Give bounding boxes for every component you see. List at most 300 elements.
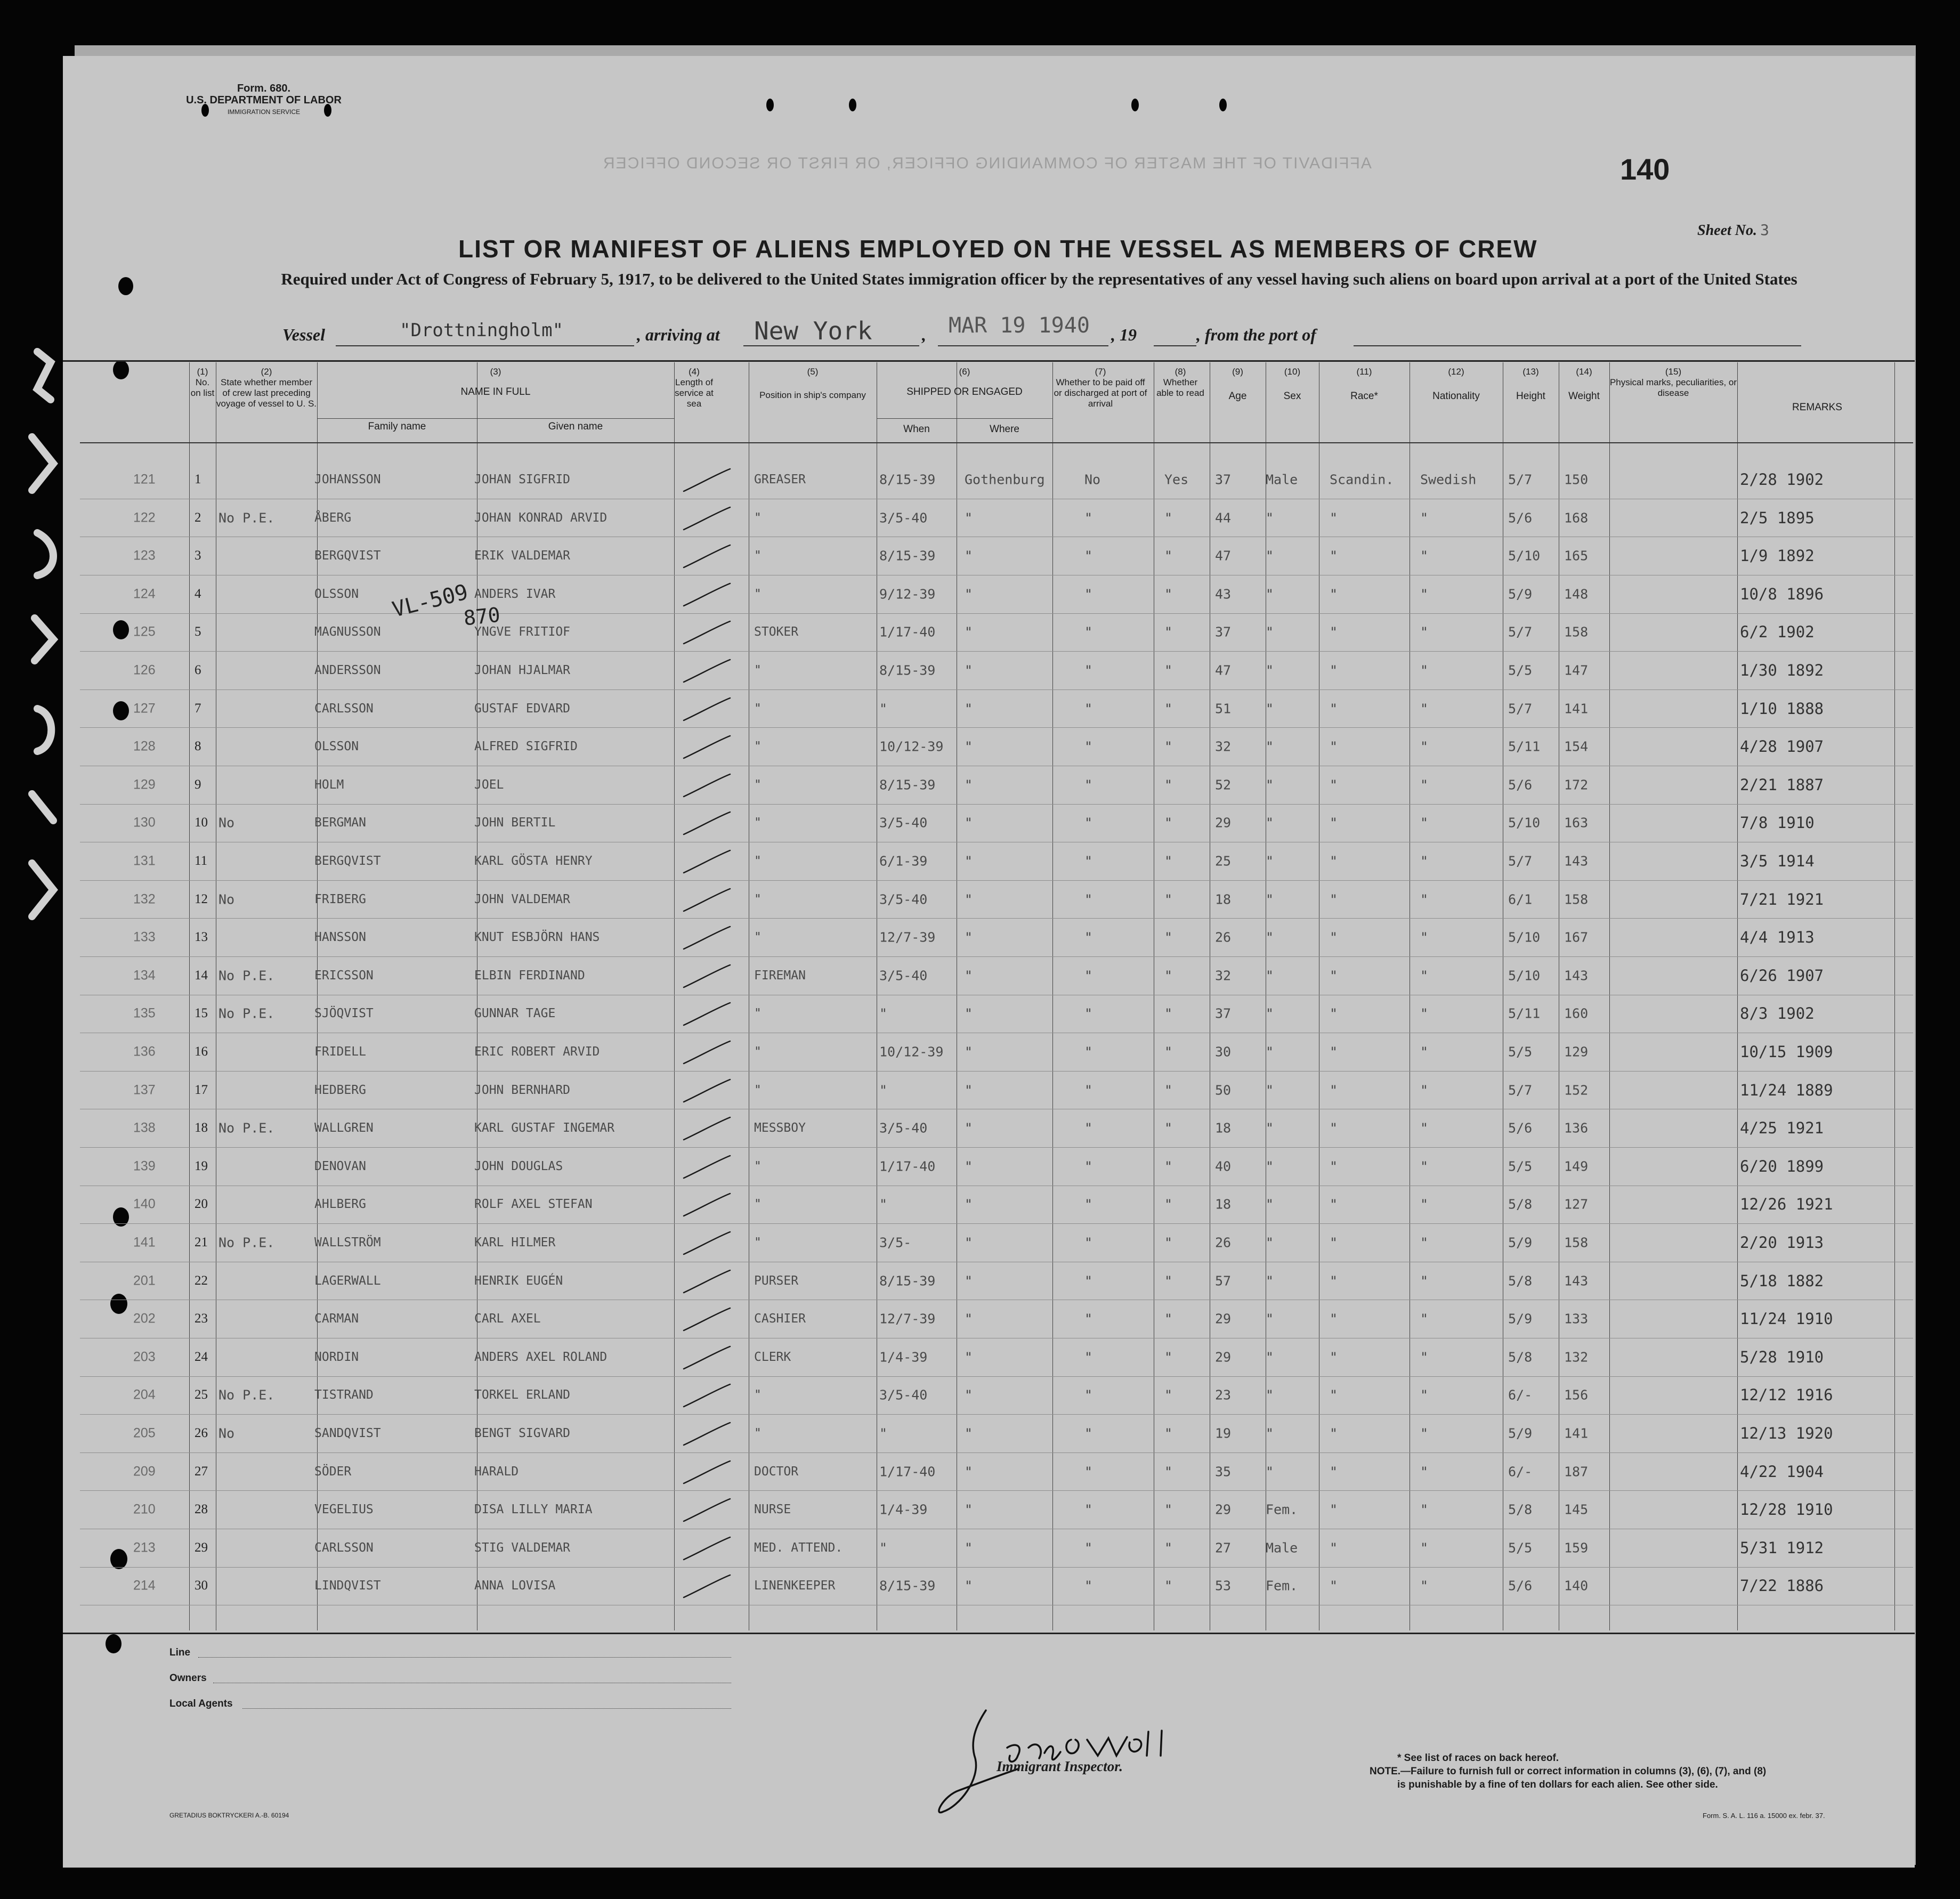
- row-26-sex: ": [1266, 1425, 1274, 1441]
- column-rule: [674, 362, 675, 1630]
- row-19-remarks: 6/20 1899: [1740, 1157, 1824, 1175]
- row-3-given: ERIK VALDEMAR: [474, 549, 571, 563]
- row-24-age: 29: [1215, 1349, 1232, 1365]
- row-8-service-mark: [679, 732, 733, 764]
- row-11-given: KARL GÖSTA HENRY: [474, 854, 593, 868]
- row-2-where: ": [965, 510, 973, 526]
- row-11-read: ": [1164, 853, 1173, 869]
- row-4-remarks: 10/8 1896: [1740, 585, 1824, 603]
- row-18-pos: MESSBOY: [754, 1121, 806, 1135]
- row-9-paid: ": [1084, 777, 1093, 793]
- row-14-stamp: 134: [133, 968, 156, 983]
- row-25-where: ": [965, 1387, 973, 1403]
- row-4-paid: ": [1084, 586, 1093, 602]
- row-22-no: 22: [195, 1273, 208, 1288]
- column-rule: [189, 362, 190, 1630]
- row-24-family: NORDIN: [314, 1350, 359, 1364]
- row-9-height: 5/6: [1508, 777, 1533, 793]
- vessel-name: "Drottningholm": [400, 320, 564, 341]
- row-21-remarks: 2/20 1913: [1740, 1233, 1824, 1252]
- row-2-nat: ": [1420, 510, 1429, 526]
- row-13-read: ": [1164, 929, 1173, 945]
- col-2-header: (2) State whether member of crew last preceding voyage of vessel to U. S.: [216, 367, 317, 409]
- row-6-pos: ": [754, 663, 762, 677]
- row-30-race: ": [1330, 1578, 1338, 1594]
- row-12-nat: ": [1420, 891, 1429, 907]
- row-30-no: 30: [195, 1578, 208, 1593]
- row-29-service-mark: [679, 1533, 733, 1565]
- row-6-weight: 147: [1564, 662, 1589, 678]
- row-5-read: ": [1164, 624, 1173, 640]
- row-20-height: 5/8: [1508, 1196, 1533, 1212]
- row-13-no: 13: [195, 930, 208, 945]
- row-14-service-mark: [679, 961, 733, 993]
- row-18-stamp: 138: [133, 1120, 156, 1135]
- row-23-weight: 133: [1564, 1311, 1589, 1327]
- row-3-sex: ": [1266, 548, 1274, 564]
- row-3-height: 5/10: [1508, 548, 1541, 564]
- row-19-service-mark: [679, 1151, 733, 1183]
- row-1-height: 5/7: [1508, 472, 1533, 488]
- row-3-stamp: 123: [133, 548, 156, 563]
- row-rule: [80, 1414, 1913, 1415]
- row-10-nat: ": [1420, 815, 1429, 831]
- row-15-age: 37: [1215, 1005, 1232, 1021]
- line-label: Line: [169, 1647, 191, 1658]
- row-24-pos: CLERK: [754, 1350, 791, 1364]
- row-20-paid: ": [1084, 1196, 1093, 1212]
- column-rule: [1737, 362, 1738, 1630]
- row-11-weight: 143: [1564, 853, 1589, 869]
- row-21-weight: 158: [1564, 1235, 1589, 1251]
- row-4-given: ANDERS IVAR: [474, 587, 556, 601]
- row-30-pos: LINENKEEPER: [754, 1579, 836, 1593]
- row-6-no: 6: [195, 663, 201, 677]
- row-25-stamp: 204: [133, 1387, 156, 1402]
- row-7-height: 5/7: [1508, 701, 1533, 717]
- punch-hole: [766, 99, 774, 111]
- row-18-sex: ": [1266, 1120, 1274, 1136]
- row-16-race: ": [1330, 1044, 1338, 1060]
- row-11-service-mark: [679, 846, 733, 878]
- row-7-remarks: 1/10 1888: [1740, 699, 1824, 718]
- row-14-given: ELBIN FERDINAND: [474, 968, 585, 983]
- row-21-service-mark: [679, 1228, 733, 1260]
- row-10-when: 3/5-40: [879, 815, 928, 831]
- row-17-read: ": [1164, 1082, 1173, 1098]
- row-27-weight: 187: [1564, 1464, 1589, 1480]
- row-10-remarks: 7/8 1910: [1740, 814, 1815, 832]
- row-23-service-mark: [679, 1304, 733, 1336]
- row-18-age: 18: [1215, 1120, 1232, 1136]
- row-2-remarks: 2/5 1895: [1740, 508, 1815, 527]
- row-9-stamp: 129: [133, 777, 156, 792]
- col-3a-header: Family name: [368, 421, 426, 432]
- row-19-when: 1/17-40: [879, 1158, 936, 1174]
- row-22-where: ": [965, 1273, 973, 1289]
- department-name: U.S. DEPARTMENT OF LABOR: [186, 94, 342, 106]
- row-6-where: ": [965, 662, 973, 678]
- row-rule: [80, 1490, 1913, 1491]
- row-3-read: ": [1164, 548, 1173, 564]
- row-3-remarks: 1/9 1892: [1740, 547, 1815, 565]
- arriving-label: , arriving at: [637, 325, 720, 344]
- row-16-age: 30: [1215, 1044, 1232, 1060]
- row-2-prev: No P.E.: [218, 510, 275, 526]
- row-13-sex: ": [1266, 929, 1274, 945]
- row-15-weight: 160: [1564, 1005, 1589, 1021]
- row-30-weight: 140: [1564, 1578, 1589, 1594]
- punch-hole: [1219, 99, 1227, 111]
- row-12-no: 12: [195, 891, 208, 906]
- row-29-nat: ": [1420, 1540, 1429, 1556]
- row-1-sex: Male: [1266, 472, 1298, 488]
- row-10-read: ": [1164, 815, 1173, 831]
- row-25-family: TISTRAND: [314, 1388, 374, 1402]
- row-18-prev: No P.E.: [218, 1120, 275, 1136]
- row-26-pos: ": [754, 1426, 762, 1440]
- row-21-race: ": [1330, 1235, 1338, 1251]
- row-rule: [80, 918, 1913, 919]
- row-7-race: ": [1330, 701, 1338, 717]
- row-10-race: ": [1330, 815, 1338, 831]
- row-5-height: 5/7: [1508, 624, 1533, 640]
- row-16-when: 10/12-39: [879, 1044, 944, 1060]
- row-30-where: ": [965, 1578, 973, 1594]
- row-14-race: ": [1330, 968, 1338, 984]
- row-rule: [80, 689, 1913, 690]
- row-30-given: ANNA LOVISA: [474, 1579, 556, 1593]
- row-14-weight: 143: [1564, 968, 1589, 984]
- note-line-1: NOTE.—Failure to furnish full or correct information in columns (3), (6), (7), and (8): [1370, 1766, 1767, 1777]
- row-11-nat: ": [1420, 853, 1429, 869]
- row-18-weight: 136: [1564, 1120, 1589, 1136]
- row-7-where: ": [965, 701, 973, 717]
- sheet-label: Sheet No.: [1697, 222, 1757, 239]
- row-13-family: HANSSON: [314, 930, 366, 945]
- row-21-where: ": [965, 1235, 973, 1251]
- row-5-pos: STOKER: [754, 625, 799, 639]
- row-8-sex: ": [1266, 739, 1274, 754]
- arrival-port: New York: [754, 316, 872, 345]
- margin-annotation-2: 870: [462, 603, 501, 630]
- row-7-read: ": [1164, 701, 1173, 717]
- row-8-paid: ": [1084, 739, 1093, 754]
- row-23-stamp: 202: [133, 1311, 156, 1326]
- punch-hole: [1131, 99, 1139, 111]
- row-8-age: 32: [1215, 739, 1232, 754]
- row-25-sex: ": [1266, 1387, 1274, 1403]
- row-30-nat: ": [1420, 1578, 1429, 1594]
- row-15-sex: ": [1266, 1005, 1274, 1021]
- vessel-label: Vessel: [282, 325, 325, 344]
- row-26-height: 5/9: [1508, 1425, 1533, 1441]
- row-14-age: 32: [1215, 968, 1232, 984]
- row-20-weight: 127: [1564, 1196, 1589, 1212]
- row-5-remarks: 6/2 1902: [1740, 623, 1815, 642]
- row-11-race: ": [1330, 853, 1338, 869]
- row-23-height: 5/9: [1508, 1311, 1533, 1327]
- row-6-race: ": [1330, 662, 1338, 678]
- row-29-height: 5/5: [1508, 1540, 1533, 1556]
- row-28-age: 29: [1215, 1502, 1232, 1517]
- from-port-label: , from the port of: [1196, 325, 1316, 344]
- row-17-age: 50: [1215, 1082, 1232, 1098]
- row-26-given: BENGT SIGVARD: [474, 1426, 571, 1440]
- col-11-header: (11) Race*: [1350, 367, 1378, 402]
- row-26-family: SANDQVIST: [314, 1426, 381, 1440]
- form-identifier: [176, 83, 352, 118]
- row-7-service-mark: [679, 694, 733, 726]
- row-4-family: OLSSON: [314, 587, 359, 601]
- row-7-nat: ": [1420, 701, 1429, 717]
- row-20-age: 18: [1215, 1196, 1232, 1212]
- column-rule: [1894, 362, 1895, 1630]
- row-24-no: 24: [195, 1349, 208, 1364]
- row-18-when: 3/5-40: [879, 1120, 928, 1136]
- row-30-height: 5/6: [1508, 1578, 1533, 1594]
- row-1-remarks: 2/28 1902: [1740, 470, 1824, 489]
- row-13-weight: 167: [1564, 929, 1589, 945]
- row-8-nat: ": [1420, 739, 1429, 754]
- row-22-family: LAGERWALL: [314, 1273, 381, 1288]
- row-rule: [80, 727, 1913, 728]
- row-25-remarks: 12/12 1916: [1740, 1386, 1833, 1405]
- row-16-no: 16: [195, 1044, 208, 1059]
- row-8-no: 8: [195, 739, 201, 754]
- row-23-pos: CASHIER: [754, 1312, 806, 1326]
- row-18-paid: ": [1084, 1120, 1093, 1136]
- row-4-stamp: 124: [133, 586, 156, 602]
- row-2-sex: ": [1266, 510, 1274, 526]
- row-6-read: ": [1164, 662, 1173, 678]
- row-26-read: ": [1164, 1425, 1173, 1441]
- row-23-when: 12/7-39: [879, 1311, 936, 1327]
- row-3-race: ": [1330, 548, 1338, 564]
- row-19-given: JOHN DOUGLAS: [474, 1159, 563, 1173]
- row-17-sex: ": [1266, 1082, 1274, 1098]
- row-8-given: ALFRED SIGFRID: [474, 740, 578, 754]
- row-15-where: ": [965, 1005, 973, 1021]
- row-26-paid: ": [1084, 1425, 1093, 1441]
- row-27-sex: ": [1266, 1464, 1274, 1480]
- row-5-weight: 158: [1564, 624, 1589, 640]
- service-name: IMMIGRATION SERVICE: [227, 108, 301, 116]
- row-21-when: 3/5-: [879, 1235, 912, 1251]
- row-4-nat: ": [1420, 586, 1429, 602]
- row-19-age: 40: [1215, 1158, 1232, 1174]
- row-22-nat: ": [1420, 1273, 1429, 1289]
- row-21-no: 21: [195, 1235, 208, 1249]
- row-1-family: JOHANSSON: [314, 473, 381, 486]
- row-18-read: ": [1164, 1120, 1173, 1136]
- row-1-age: 37: [1215, 472, 1232, 488]
- row-20-stamp: 140: [133, 1196, 156, 1212]
- row-7-family: CARLSSON: [314, 701, 374, 716]
- row-2-height: 5/6: [1508, 510, 1533, 526]
- row-15-service-mark: [679, 999, 733, 1030]
- row-rule: [80, 804, 1913, 805]
- row-13-remarks: 4/4 1913: [1740, 928, 1815, 947]
- subheader-rule: [317, 418, 674, 419]
- row-10-family: BERGMAN: [314, 816, 366, 830]
- row-6-service-mark: [679, 655, 733, 687]
- row-21-paid: ": [1084, 1235, 1093, 1251]
- row-5-no: 5: [195, 624, 201, 639]
- row-25-no: 25: [195, 1387, 208, 1402]
- row-20-pos: ": [754, 1197, 762, 1212]
- row-21-nat: ": [1420, 1235, 1429, 1251]
- sheet-value: 3: [1760, 221, 1769, 239]
- row-28-family: VEGELIUS: [314, 1503, 374, 1517]
- row-13-nat: ": [1420, 929, 1429, 945]
- row-29-weight: 159: [1564, 1540, 1589, 1556]
- row-23-given: CARL AXEL: [474, 1312, 541, 1326]
- row-28-height: 5/8: [1508, 1502, 1533, 1517]
- row-23-where: ": [965, 1311, 973, 1327]
- row-12-where: ": [965, 891, 973, 907]
- row-12-pos: ": [754, 892, 762, 906]
- row-11-no: 11: [195, 854, 208, 868]
- row-rule: [80, 880, 1913, 881]
- row-14-where: ": [965, 968, 973, 984]
- row-26-remarks: 12/13 1920: [1740, 1424, 1833, 1442]
- row-18-family: WALLGREN: [314, 1121, 374, 1135]
- row-13-race: ": [1330, 929, 1338, 945]
- row-rule: [80, 1223, 1913, 1224]
- row-5-when: 1/17-40: [879, 624, 936, 640]
- row-6-paid: ": [1084, 662, 1093, 678]
- row-28-paid: ": [1084, 1502, 1093, 1517]
- row-11-age: 25: [1215, 853, 1232, 869]
- row-24-read: ": [1164, 1349, 1173, 1365]
- row-22-service-mark: [679, 1266, 733, 1298]
- row-29-race: ": [1330, 1540, 1338, 1556]
- row-25-prev: No P.E.: [218, 1387, 275, 1403]
- row-29-family: CARLSSON: [314, 1540, 374, 1555]
- row-12-prev: No: [218, 891, 235, 907]
- row-11-height: 5/7: [1508, 853, 1533, 869]
- row-26-prev: No: [218, 1425, 235, 1441]
- row-25-service-mark: [679, 1380, 733, 1412]
- row-27-paid: ": [1084, 1464, 1093, 1480]
- row-20-where: ": [965, 1196, 973, 1212]
- row-4-pos: ": [754, 587, 762, 601]
- row-3-pos: ": [754, 549, 762, 563]
- row-29-age: 27: [1215, 1540, 1232, 1556]
- row-10-height: 5/10: [1508, 815, 1541, 831]
- row-10-pos: ": [754, 816, 762, 830]
- row-15-stamp: 135: [133, 1005, 156, 1021]
- row-13-paid: ": [1084, 929, 1093, 945]
- row-12-race: ": [1330, 891, 1338, 907]
- row-13-service-mark: [679, 922, 733, 954]
- form-number: Form. 680.: [237, 83, 291, 94]
- row-13-height: 5/10: [1508, 929, 1541, 945]
- row-28-race: ": [1330, 1502, 1338, 1517]
- row-25-paid: ": [1084, 1387, 1093, 1403]
- row-19-where: ": [965, 1158, 973, 1174]
- row-16-pos: ": [754, 1045, 762, 1059]
- row-18-race: ": [1330, 1120, 1338, 1136]
- row-17-family: HEDBERG: [314, 1083, 366, 1097]
- row-1-read: Yes: [1164, 472, 1189, 488]
- row-2-no: 2: [195, 510, 201, 525]
- row-7-paid: ": [1084, 701, 1093, 717]
- row-22-weight: 143: [1564, 1273, 1589, 1289]
- row-26-weight: 141: [1564, 1425, 1589, 1441]
- row-21-given: KARL HILMER: [474, 1236, 556, 1249]
- row-22-age: 57: [1215, 1273, 1232, 1289]
- row-rule: [80, 1567, 1913, 1568]
- row-5-paid: ": [1084, 624, 1093, 640]
- row-23-paid: ": [1084, 1311, 1093, 1327]
- row-30-family: LINDQVIST: [314, 1579, 381, 1593]
- row-27-read: ": [1164, 1464, 1173, 1480]
- row-21-prev: No P.E.: [218, 1235, 275, 1251]
- row-1-pos: GREASER: [754, 473, 806, 486]
- punch-hole: [849, 99, 856, 111]
- row-6-height: 5/5: [1508, 662, 1533, 678]
- row-8-weight: 154: [1564, 739, 1589, 754]
- row-10-stamp: 130: [133, 815, 156, 830]
- row-1-stamp: 121: [133, 472, 156, 487]
- row-12-when: 3/5-40: [879, 891, 928, 907]
- row-11-stamp: 131: [133, 853, 156, 869]
- row-10-age: 29: [1215, 815, 1232, 831]
- row-20-family: AHLBERG: [314, 1197, 366, 1212]
- row-1-service-mark: [679, 465, 733, 497]
- row-18-given: KARL GUSTAF INGEMAR: [474, 1121, 615, 1135]
- row-23-family: CARMAN: [314, 1312, 359, 1326]
- row-20-given: ROLF AXEL STEFAN: [474, 1197, 593, 1212]
- row-rule: [80, 1071, 1913, 1072]
- row-9-read: ": [1164, 777, 1173, 793]
- row-20-read: ": [1164, 1196, 1173, 1212]
- row-13-where: ": [965, 929, 973, 945]
- row-2-paid: ": [1084, 510, 1093, 526]
- row-8-remarks: 4/28 1907: [1740, 737, 1824, 756]
- row-17-height: 5/7: [1508, 1082, 1533, 1098]
- margin-stamp-marks: [0, 341, 64, 1087]
- row-9-when: 8/15-39: [879, 777, 936, 793]
- row-27-service-mark: [679, 1457, 733, 1489]
- col-remarks-header: REMARKS: [1792, 402, 1842, 413]
- row-9-given: JOEL: [474, 777, 504, 792]
- row-28-service-mark: [679, 1495, 733, 1527]
- row-19-race: ": [1330, 1158, 1338, 1174]
- row-28-read: ": [1164, 1502, 1173, 1517]
- row-10-service-mark: [679, 808, 733, 840]
- row-12-family: FRIBERG: [314, 892, 366, 906]
- row-17-given: JOHN BERNHARD: [474, 1083, 571, 1097]
- row-17-no: 17: [195, 1082, 208, 1097]
- row-26-service-mark: [679, 1418, 733, 1450]
- col-6a-header: When: [903, 424, 930, 435]
- row-22-height: 5/8: [1508, 1273, 1533, 1289]
- col-13-header: (13) Height: [1516, 367, 1545, 402]
- row-29-paid: ": [1084, 1540, 1093, 1556]
- row-2-stamp: 122: [133, 510, 156, 525]
- row-12-given: JOHN VALDEMAR: [474, 892, 571, 906]
- row-17-when: ": [879, 1082, 888, 1098]
- row-21-pos: ": [754, 1236, 762, 1249]
- row-4-sex: ": [1266, 586, 1274, 602]
- row-8-stamp: 128: [133, 739, 156, 754]
- row-11-remarks: 3/5 1914: [1740, 852, 1815, 870]
- row-2-service-mark: [679, 503, 733, 535]
- row-8-height: 5/11: [1508, 739, 1541, 754]
